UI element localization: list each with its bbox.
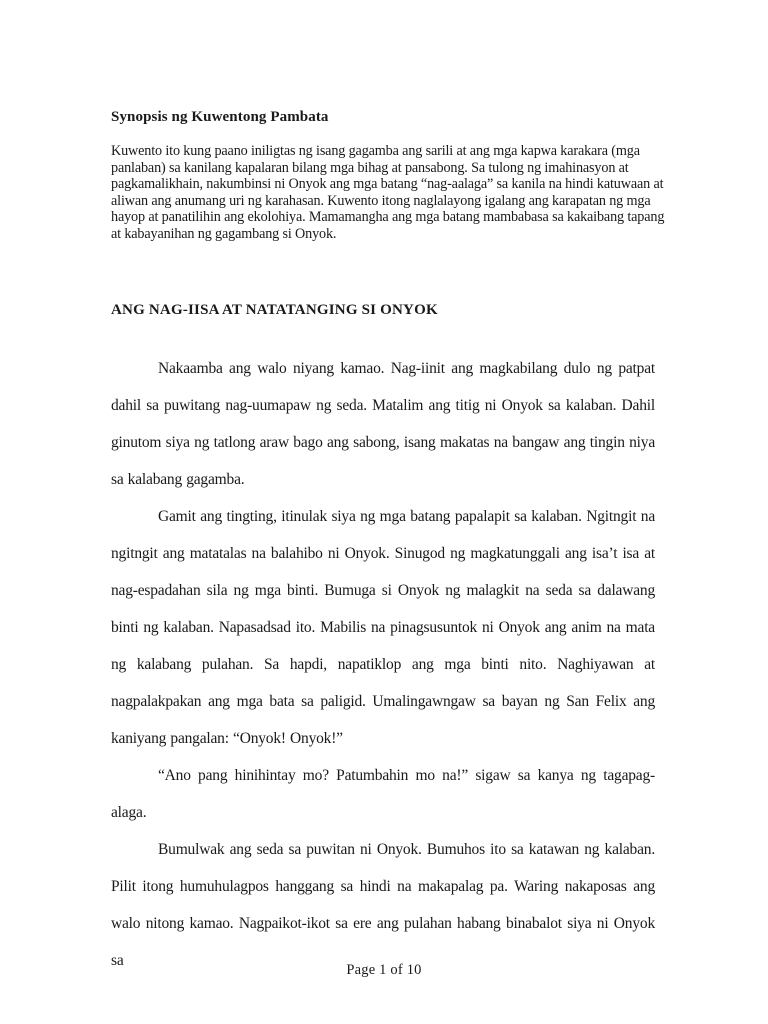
synopsis-paragraph: Kuwento ito kung paano iniligtas ng isang gagamba ang sarili at ang mga kapwa karakara (mga panlaban) sa kanilang kapalaran bilang mga bihag at pansabong. Sa tulong ng imahinasyon at pagkamalikhain, nakumbinsi ni Onyok ang mga batang “nag-aalaga” sa kanila na hindi katuwaan at aliwan ang anumang uri ng karahasan. Kuwento itong naglalayong igalang ang karapatan ng mga hayop at panatilihin ang ekolohiya. Mamamangha ang mga batang mambabasa sa kakaibang tapang at kabayanihan ng gagambang si Onyok. [111, 143, 665, 242]
story-heading: ANG NAG-IISA AT NATATANGING SI ONYOK [111, 302, 438, 318]
story-body [111, 350, 655, 979]
synopsis-heading: Synopsis ng Kuwentong Pambata [111, 109, 329, 125]
story-paragraph-2: Gamit ang tingting, itinulak siya ng mga batang papalapit sa kalaban. Ngitngit na ngitngit ang matatalas na balahibo ni Onyok. Sinugod ng magkatunggali ang isa’t isa at nag-espadahan sila ng mga binti. Bumuga si Onyok ng malagkit na seda sa dalawang binti ng kalaban. Napasadsad ito. Mabilis na pinagsusuntok ni Onyok ang anim na mata ng kalabang pulahan. Sa hapdi, napatiklop ang mga binti nito. Naghiyawan at nagpalakpakan ang mga bata sa paligid. Umalingawngaw sa bayan ng San Felix ang kaniyang pangalan: “Onyok! Onyok!” [111, 508, 655, 747]
page-number: Page 1 of 10 [346, 962, 422, 978]
story-paragraph-3: “Ano pang hinihintay mo? Patumbahin mo na!” sigaw sa kanya ng tagapag-alaga. [111, 767, 655, 821]
story-paragraph-1: Nakaamba ang walo niyang kamao. Nag-iinit ang magkabilang dulo ng patpat dahil sa puwitang nag-uumapaw ng seda. Matalim ang titig ni Onyok sa kalaban. Dahil ginutom siya ng tatlong araw bago ang sabong, isang makatas na bangaw ang tingin niya sa kalabang gagamba. [111, 360, 655, 488]
story-paragraph-4: Bumulwak ang seda sa puwitan ni Onyok. Bumuhos ito sa katawan ng kalaban. Pilit itong humuhulagpos hanggang sa hindi na makapalag pa. Waring nakaposas ang walo nitong kamao. Nagpaikot-ikot sa ere ang pulahan habang binabalot siya ni Onyok sa [111, 841, 655, 969]
